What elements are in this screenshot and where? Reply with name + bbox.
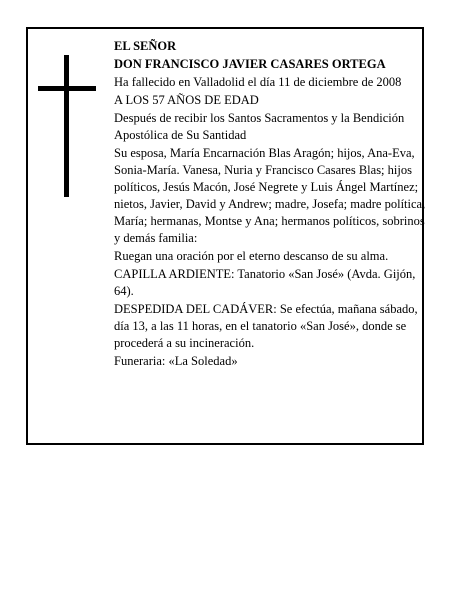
- death-info: Ha fallecido en Valladolid el día 11 de diciembre de 2008: [114, 75, 402, 89]
- deceased-name: DON FRANCISCO JAVIER CASARES ORTEGA: [114, 57, 386, 71]
- chapel-info: CAPILLA ARDIENTE: Tanatorio «San José» (Avda. Gijón, 64).: [114, 267, 416, 298]
- cross-vertical-bar: [64, 55, 69, 197]
- prayer-request: Ruegan una oración por el eterno descanso de su alma.: [114, 249, 389, 263]
- obituary-text-block: [114, 38, 432, 371]
- notice-title: EL SEÑOR: [114, 39, 177, 53]
- age-at-death: A LOS 57 AÑOS DE EDAD: [114, 93, 259, 107]
- sacraments-text: Después de recibir los Santos Sacramentos y la Bendición Apostólica de Su Santidad: [114, 111, 405, 142]
- funeral-home: Funeraria: «La Soledad»: [114, 354, 238, 368]
- farewell-info: DESPEDIDA DEL CADÁVER: Se efectúa, mañana sábado, día 13, a las 11 horas, en el tanatorio «San José», donde se procederá a su incineración.: [114, 302, 418, 350]
- family-list: Su esposa, María Encarnación Blas Aragón; hijos, Ana-Eva, Sonia-María. Vanesa, Nuria y Francisco Casares Blas; hijos políticos, Jesús Macón, José Negrete y Luis Ángel Martínez; nietos, Javier, David y Andrew; madre, Josefa; madre política, María; hermanas, Montse y Ana; hermanos políticos, sobrinos y demás familia:: [114, 146, 426, 245]
- cross-horizontal-bar: [38, 86, 96, 91]
